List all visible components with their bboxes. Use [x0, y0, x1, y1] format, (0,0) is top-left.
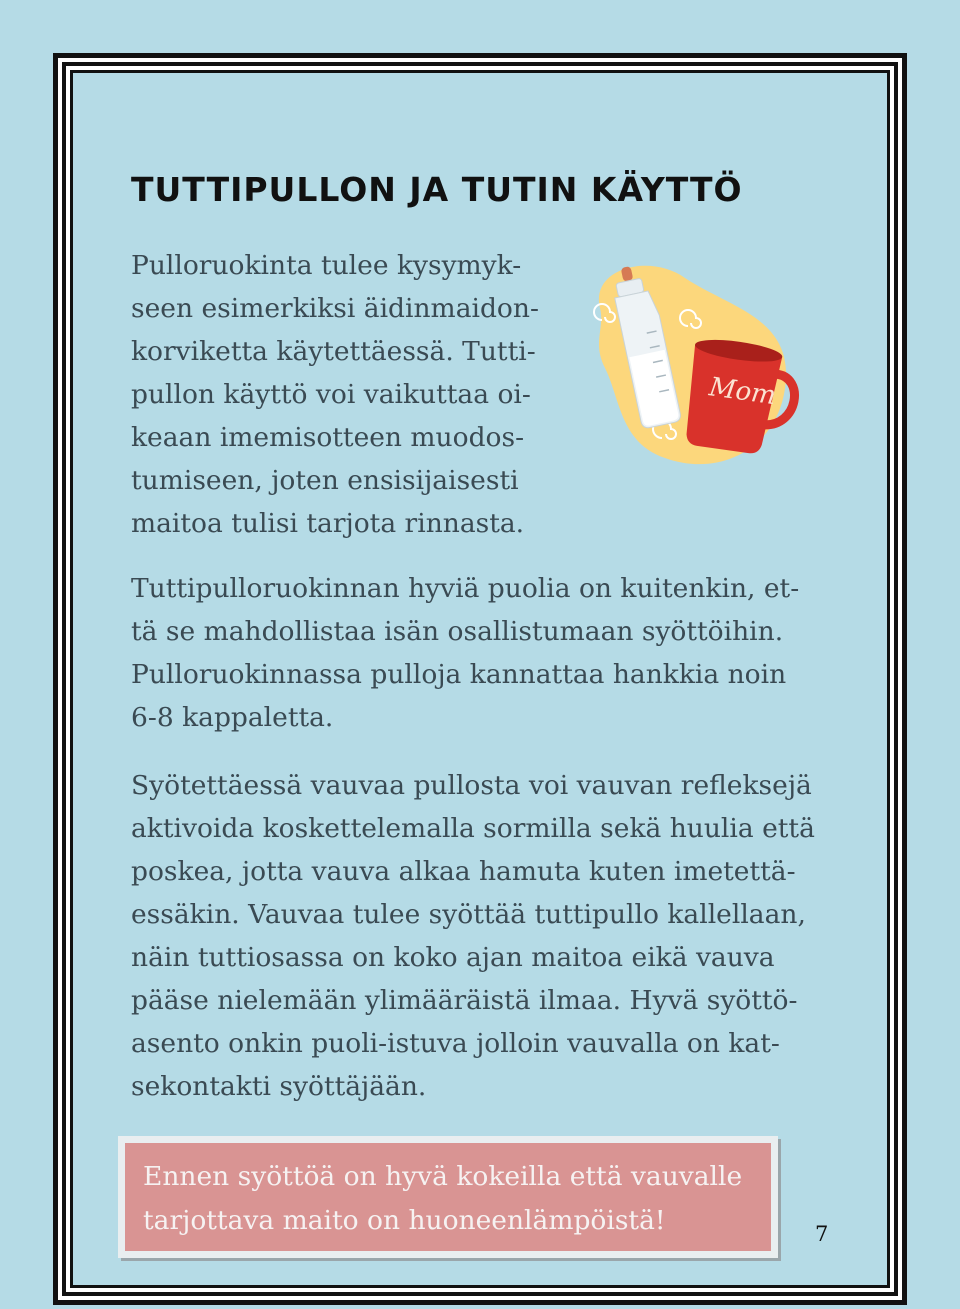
page-number: 7 — [815, 1222, 829, 1246]
mug-label: Mom — [707, 372, 778, 412]
bottle-and-mug-illustration — [580, 258, 805, 473]
paragraph-feeding-tips: Syötettäessä vauvaa pullosta voi vauvan refleksejä aktivoida koskettelemalla sormilla sekä huulia että poskea, jotta vauva alkaa hamuta kuten imetettä- essäkin. Vauvaa tulee syöttää tuttipullo kallellaan, näin tuttiosassa on koko ajan maitoa eikä vauva pääse nielemään ylimääräistä ilmaa. Hyvä syöttö- asento onkin puoli-istuva jolloin vauvalla on kat- sekontakti syöttäjään. — [131, 770, 815, 1102]
tip-callout-box — [118, 1136, 778, 1258]
paragraph-intro: Pulloruokinta tulee kysymyk- seen esimerkiksi äidinmaidon- korviketta käytettäessä. Tutti- pullon käyttö voi vaikuttaa oi- keaan imemisotteen muodos- tumiseen, joten ensisijaisesti maitoa tulisi tarjota rinnasta. — [131, 250, 539, 539]
paragraph-benefits: Tuttipulloruokinnan hyviä puolia on kuitenkin, et- tä se mahdollistaa isän osallistumaan syöttöihin. Pulloruokinnassa pulloja kannattaa hankkia noin 6-8 kappaletta. — [131, 573, 800, 733]
page-title: TUTTIPULLON JA TUTIN KÄYTTÖ — [131, 170, 743, 209]
callout-text: Ennen syöttöä on hyvä kokeilla että vauvalle tarjottava maito on huoneenlämpöistä! — [143, 1161, 743, 1236]
